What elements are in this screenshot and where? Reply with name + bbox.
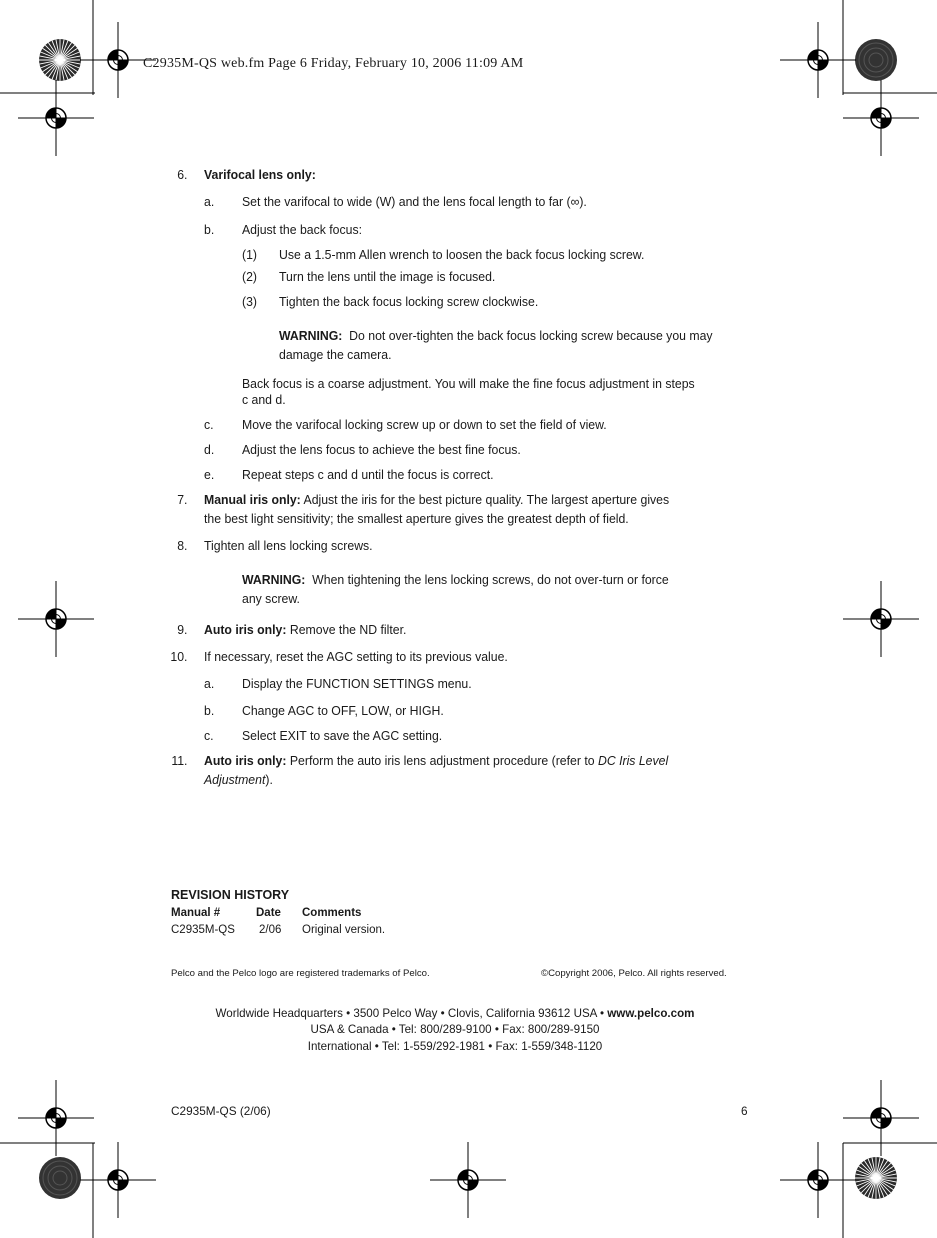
substep-text: Set the varifocal to wide (W) and the lens focal length to far (∞). bbox=[242, 194, 587, 209]
step-number: 8. bbox=[177, 538, 188, 553]
substep-text: Adjust the back focus: bbox=[242, 222, 362, 237]
warning-text-line2: damage the camera. bbox=[279, 347, 392, 362]
subsubstep-text: Turn the lens until the image is focused. bbox=[279, 269, 496, 284]
warning-text-line2: any screw. bbox=[242, 591, 300, 606]
step-number: 10. bbox=[170, 649, 188, 664]
subsubstep-text: Tighten the back focus locking screw clockwise. bbox=[279, 294, 539, 309]
trademark-notice: Pelco and the Pelco logo are registered trademarks of Pelco. bbox=[171, 968, 430, 979]
warning-line bbox=[279, 327, 713, 345]
warning-label: WARNING: bbox=[242, 572, 306, 587]
step-title: Auto iris only: bbox=[204, 622, 287, 637]
subsubstep-text: Use a 1.5-mm Allen wrench to loosen the back focus locking screw. bbox=[279, 247, 645, 262]
substep-text: Repeat steps c and d until the focus is correct. bbox=[242, 467, 494, 482]
substep-letter: a. bbox=[204, 676, 215, 691]
step-body-end: ). bbox=[265, 772, 273, 787]
warning-label: WARNING: bbox=[279, 328, 343, 343]
subsubstep-number: (3) bbox=[242, 294, 257, 309]
substep-text: Select EXIT to save the AGC setting. bbox=[242, 728, 443, 743]
substep-text: Move the varifocal locking screw up or down to set the field of view. bbox=[242, 417, 607, 432]
revision-cell: 2/06 bbox=[259, 924, 282, 936]
cross-reference: Adjustment bbox=[204, 772, 266, 787]
substep-letter: c. bbox=[204, 728, 214, 743]
footer-document-id: C2935M-QS (2/06) bbox=[171, 1104, 271, 1118]
step-number: 6. bbox=[177, 167, 188, 182]
footer-page-number: 6 bbox=[741, 1104, 748, 1118]
usa-contact-line: USA & Canada • Tel: 800/289-9100 • Fax: 800/289-9150 bbox=[310, 1023, 600, 1036]
revision-col-header: Manual # bbox=[171, 907, 221, 919]
cross-reference: DC Iris Level bbox=[597, 753, 669, 768]
step-number: 9. bbox=[177, 622, 188, 637]
revision-history-title: REVISION HISTORY bbox=[171, 888, 290, 902]
substep-letter: b. bbox=[204, 222, 215, 237]
copyright-notice: ©Copyright 2006, Pelco. All rights reserved. bbox=[541, 968, 727, 979]
note-text-line2: c and d. bbox=[242, 392, 286, 407]
revision-col-header: Date bbox=[256, 907, 281, 919]
substep-letter: e. bbox=[204, 467, 215, 482]
revision-cell: C2935M-QS bbox=[171, 924, 235, 936]
headquarters-address: Worldwide Headquarters • 3500 Pelco Way • Clovis, California 93612 USA • bbox=[215, 1007, 608, 1020]
step-text: Tighten all lens locking screws. bbox=[204, 538, 373, 553]
step-body: Remove the ND filter. bbox=[286, 622, 407, 637]
step-text bbox=[204, 491, 669, 509]
warning-line bbox=[242, 571, 669, 589]
warning-text: Do not over-tighten the back focus locking screw because you may bbox=[349, 328, 713, 343]
substep-letter: d. bbox=[204, 442, 215, 457]
substep-letter: c. bbox=[204, 417, 214, 432]
step-text bbox=[204, 752, 668, 770]
substep-text: Display the FUNCTION SETTINGS menu. bbox=[242, 676, 472, 691]
warning-text: When tightening the lens locking screws, do not over-turn or force bbox=[312, 572, 669, 587]
revision-cell: Original version. bbox=[302, 924, 386, 936]
step-body: Adjust the iris for the best picture quality. The largest aperture gives bbox=[300, 492, 670, 507]
website-link[interactable]: www.pelco.com bbox=[607, 1007, 695, 1020]
step-text bbox=[204, 621, 406, 639]
subsubstep-number: (1) bbox=[242, 247, 257, 262]
substep-text: Change AGC to OFF, LOW, or HIGH. bbox=[242, 703, 444, 718]
step-title: Auto iris only: bbox=[204, 753, 287, 768]
step-title: Varifocal lens only: bbox=[204, 167, 316, 182]
step-title: Manual iris only: bbox=[204, 492, 301, 507]
file-slug-line: C2935M-QS web.fm Page 6 Friday, February 10, 2006 11:09 AM bbox=[143, 56, 524, 71]
step-text-line2 bbox=[204, 771, 273, 789]
step-text-line2: the best light sensitivity; the smallest aperture gives the greatest depth of field. bbox=[204, 511, 629, 526]
subsubstep-number: (2) bbox=[242, 269, 257, 284]
revision-col-header: Comments bbox=[302, 907, 362, 919]
step-text: If necessary, reset the AGC setting to its previous value. bbox=[204, 649, 508, 664]
substep-letter: a. bbox=[204, 194, 215, 209]
substep-text: Adjust the lens focus to achieve the best fine focus. bbox=[242, 442, 521, 457]
headquarters-line bbox=[160, 1005, 750, 1022]
international-contact-line: International • Tel: 1-559/292-1981 • Fax: 1-559/348-1120 bbox=[307, 1040, 603, 1053]
step-number: 11. bbox=[171, 753, 188, 768]
note-text: Back focus is a coarse adjustment. You will make the fine focus adjustment in steps bbox=[242, 376, 695, 391]
substep-letter: b. bbox=[204, 703, 215, 718]
step-number: 7. bbox=[177, 492, 188, 507]
step-body: Perform the auto iris lens adjustment procedure (refer to bbox=[286, 753, 598, 768]
